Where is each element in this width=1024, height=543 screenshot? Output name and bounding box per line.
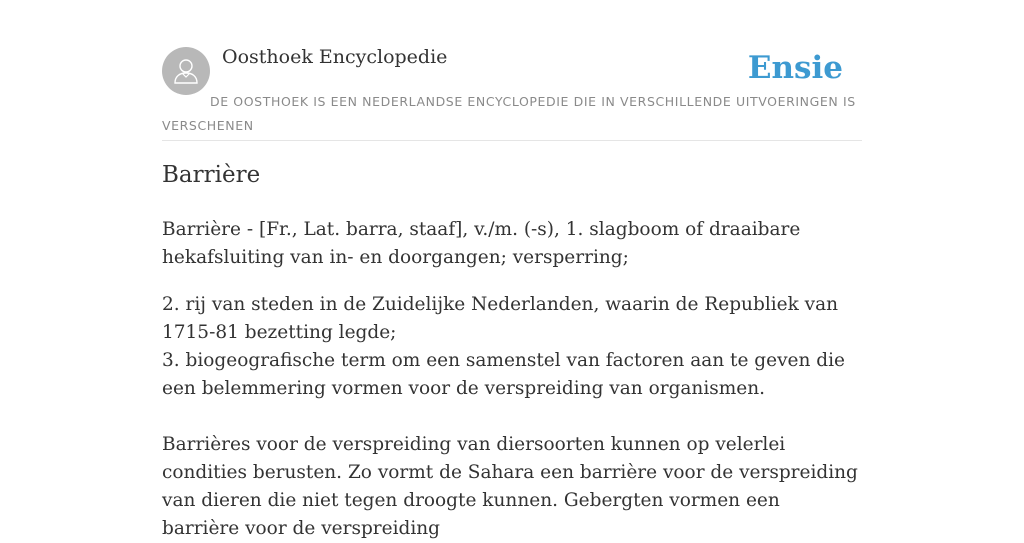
article-paragraph-3: 3. biogeografische term om een samenstel van factoren aan te geven die een belemmering vormen voor de verspreiding van organismen. xyxy=(162,350,846,399)
brand-logo[interactable]: Ensie xyxy=(747,50,843,86)
page-title: Barrière xyxy=(162,162,261,188)
user-icon xyxy=(171,56,201,86)
site-tagline: DE OOSTHOEK IS EEN NEDERLANDSE ENCYCLOPEDIE DIE IN VERSCHILLENDE UITVOERINGEN IS VERSCHENEN xyxy=(162,94,856,133)
site-header xyxy=(162,0,862,141)
article-paragraph-2: 2. rij van steden in de Zuidelijke Nederlanden, waarin de Republiek van 1715-81 bezetting legde; xyxy=(162,294,839,343)
article-body xyxy=(162,216,862,543)
avatar[interactable] xyxy=(162,47,210,95)
page-container xyxy=(162,0,862,539)
article-paragraph-1: Barrière - [Fr., Lat. barra, staaf], v./m. (-s), 1. slagboom of draaibare hekafsluiting van in- en doorgangen; versperring; xyxy=(162,219,801,268)
site-name[interactable]: Oosthoek Encyclopedie xyxy=(222,46,448,68)
article-paragraph-4: Barrières voor de verspreiding van diersoorten kunnen op velerlei condities berusten. Zo vormt de Sahara een barrière voor de verspreiding van dieren die niet tegen droogte kunnen. Gebergten vormen een barrière voor de verspreiding xyxy=(162,434,858,539)
